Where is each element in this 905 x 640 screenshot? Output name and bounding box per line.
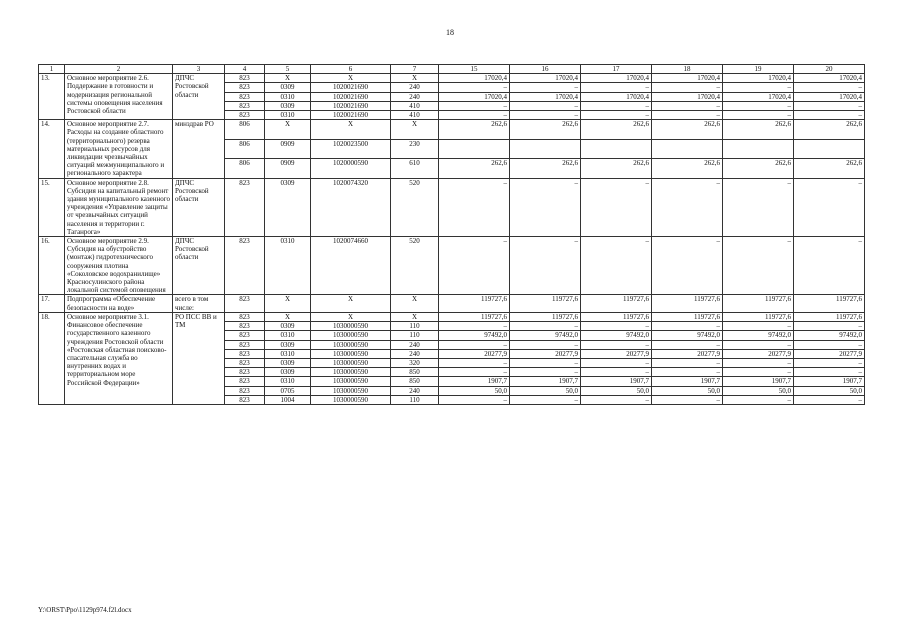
amount-cell: 262,6 — [510, 159, 581, 178]
amount-cell: – — [439, 322, 510, 331]
budget-code-cell: 1030000590 — [311, 358, 391, 367]
budget-code-cell: 823 — [225, 83, 265, 92]
budget-code-cell: 0309 — [265, 101, 311, 110]
executor: минздрав РО — [173, 120, 225, 178]
amount-cell: 119727,6 — [581, 312, 652, 321]
budget-code-cell: 1020021690 — [311, 111, 391, 120]
amount-cell: 119727,6 — [652, 312, 723, 321]
amount-cell: – — [439, 101, 510, 110]
budget-code-cell: 230 — [391, 139, 439, 158]
budget-code-cell: X — [391, 120, 439, 139]
budget-code-cell: 823 — [225, 322, 265, 331]
budget-code-cell: 110 — [391, 395, 439, 404]
amount-cell: 17020,4 — [581, 92, 652, 101]
budget-code-cell: 823 — [225, 386, 265, 395]
amount-cell: 262,6 — [439, 120, 510, 139]
budget-code-cell: 320 — [391, 358, 439, 367]
budget-code-cell: 1020074320 — [311, 178, 391, 236]
amount-cell: – — [439, 111, 510, 120]
budget-code-cell: X — [265, 312, 311, 321]
amount-cell: 119727,6 — [723, 312, 794, 321]
amount-cell: 50,0 — [439, 386, 510, 395]
amount-cell: – — [794, 111, 865, 120]
budget-code-cell: X — [265, 295, 311, 312]
amount-cell: – — [723, 83, 794, 92]
budget-code-cell: X — [311, 120, 391, 139]
budget-code-cell: 110 — [391, 322, 439, 331]
budget-code-cell: 823 — [225, 74, 265, 83]
budget-code-cell: 823 — [225, 111, 265, 120]
amount-cell: 262,6 — [581, 120, 652, 139]
amount-cell: 17020,4 — [652, 92, 723, 101]
amount-cell: 50,0 — [723, 386, 794, 395]
column-header: 7 — [391, 65, 439, 74]
amount-cell: 97492,0 — [510, 331, 581, 340]
amount-cell: – — [439, 178, 510, 236]
amount-cell: 17020,4 — [581, 74, 652, 83]
budget-code-cell: 1030000590 — [311, 386, 391, 395]
column-header: 1 — [39, 65, 65, 74]
amount-cell: 97492,0 — [794, 331, 865, 340]
amount-cell: – — [794, 101, 865, 110]
budget-code-cell: 823 — [225, 331, 265, 340]
amount-cell: – — [510, 340, 581, 349]
budget-code-cell: 240 — [391, 83, 439, 92]
budget-code-cell: 0310 — [265, 111, 311, 120]
executor: ДПЧС Ростовской области — [173, 237, 225, 295]
amount-cell: – — [581, 111, 652, 120]
budget-code-cell: 0310 — [265, 377, 311, 386]
table-row — [39, 74, 865, 83]
budget-code-cell: 0310 — [265, 331, 311, 340]
amount-cell: – — [510, 83, 581, 92]
amount-cell: – — [581, 340, 652, 349]
amount-cell: 119727,6 — [723, 295, 794, 312]
budget-code-cell: X — [265, 74, 311, 83]
amount-cell: – — [439, 395, 510, 404]
amount-cell: 262,6 — [652, 159, 723, 178]
amount-cell: – — [581, 322, 652, 331]
budget-code-cell: 823 — [225, 358, 265, 367]
budget-code-cell: 410 — [391, 101, 439, 110]
amount-cell: 119727,6 — [581, 295, 652, 312]
budget-code-cell: 0309 — [265, 83, 311, 92]
column-header: 4 — [225, 65, 265, 74]
amount-cell: – — [723, 178, 794, 236]
amount-cell: 20277,9 — [794, 349, 865, 358]
column-header: 3 — [173, 65, 225, 74]
program-name: Основное мероприятие 3.1. Финансовое обеспечение государственного казенного учреждения Ростовской области «Ростовская областная поисково-спасательная служба во внутренних водах и территориальном море Российской Федерации» — [65, 312, 173, 404]
budget-code-cell: 1020021690 — [311, 83, 391, 92]
amount-cell: – — [652, 83, 723, 92]
budget-code-cell: 823 — [225, 395, 265, 404]
program-name: Подпрограмма «Обеспечение безопасности на воде» — [65, 295, 173, 312]
column-header: 15 — [439, 65, 510, 74]
budget-code-cell: 0309 — [265, 340, 311, 349]
budget-code-cell: 850 — [391, 368, 439, 377]
amount-cell: – — [794, 368, 865, 377]
budget-code-cell: 806 — [225, 120, 265, 139]
budget-code-cell: 823 — [225, 178, 265, 236]
table-row — [39, 295, 865, 312]
amount-cell: 119727,6 — [652, 295, 723, 312]
amount-cell — [510, 139, 581, 158]
amount-cell: 119727,6 — [439, 295, 510, 312]
amount-cell: 262,6 — [723, 159, 794, 178]
row-number: 14. — [39, 120, 65, 178]
amount-cell: – — [510, 178, 581, 236]
budget-code-cell: 1030000590 — [311, 368, 391, 377]
amount-cell: – — [581, 368, 652, 377]
amount-cell: – — [794, 237, 865, 295]
amount-cell: – — [652, 101, 723, 110]
budget-code-cell: X — [391, 295, 439, 312]
amount-cell: 17020,4 — [794, 74, 865, 83]
budget-code-cell: 0310 — [265, 92, 311, 101]
budget-code-cell: 823 — [225, 295, 265, 312]
budget-code-cell: 0310 — [265, 349, 311, 358]
row-number: 16. — [39, 237, 65, 295]
amount-cell: – — [723, 368, 794, 377]
budget-code-cell: 823 — [225, 92, 265, 101]
budget-code-cell: 240 — [391, 349, 439, 358]
amount-cell: – — [581, 101, 652, 110]
budget-code-cell: X — [265, 120, 311, 139]
budget-code-cell: X — [311, 74, 391, 83]
amount-cell: – — [723, 395, 794, 404]
column-header: 17 — [581, 65, 652, 74]
budget-code-cell: 0309 — [265, 322, 311, 331]
budget-code-cell: 823 — [225, 101, 265, 110]
amount-cell: – — [581, 178, 652, 236]
amount-cell: 119727,6 — [794, 312, 865, 321]
amount-cell: – — [581, 358, 652, 367]
budget-code-cell: 823 — [225, 340, 265, 349]
budget-code-cell: 1030000590 — [311, 377, 391, 386]
amount-cell: 97492,0 — [581, 331, 652, 340]
budget-code-cell: 520 — [391, 178, 439, 236]
budget-code-cell: 1020023500 — [311, 139, 391, 158]
budget-code-cell: 1030000590 — [311, 349, 391, 358]
budget-code-cell: 1030000590 — [311, 395, 391, 404]
amount-cell: – — [581, 83, 652, 92]
amount-cell: – — [652, 111, 723, 120]
amount-cell: – — [723, 101, 794, 110]
amount-cell: – — [439, 358, 510, 367]
budget-code-cell: 806 — [225, 139, 265, 158]
table-row — [39, 312, 865, 321]
amount-cell: – — [652, 340, 723, 349]
amount-cell: 17020,4 — [439, 92, 510, 101]
amount-cell: 17020,4 — [723, 74, 794, 83]
budget-code-cell: 850 — [391, 377, 439, 386]
amount-cell: – — [794, 178, 865, 236]
budget-code-cell: 410 — [391, 111, 439, 120]
budget-code-cell: 520 — [391, 237, 439, 295]
amount-cell: 17020,4 — [723, 92, 794, 101]
program-name: Основное мероприятие 2.8. Субсидия на капитальный ремонт здания муниципального казенного учреждения «Управление защиты от чрезвычайных ситуаций населения и территории г. Таганрога» — [65, 178, 173, 236]
budget-code-cell: 1020074660 — [311, 237, 391, 295]
executor: ДПЧС Ростовской области — [173, 178, 225, 236]
amount-cell — [439, 139, 510, 158]
budget-code-cell: 1030000590 — [311, 331, 391, 340]
column-header: 18 — [652, 65, 723, 74]
amount-cell: – — [652, 368, 723, 377]
budget-code-cell: X — [311, 312, 391, 321]
amount-cell: – — [794, 358, 865, 367]
amount-cell: – — [510, 395, 581, 404]
amount-cell: 1907,7 — [652, 377, 723, 386]
executor: РО ПСС ВВ и ТМ — [173, 312, 225, 404]
amount-cell: – — [652, 358, 723, 367]
amount-cell: 262,6 — [794, 159, 865, 178]
amount-cell: 119727,6 — [510, 295, 581, 312]
amount-cell: 262,6 — [652, 120, 723, 139]
program-name: Основное мероприятие 2.7. Расходы на создание областного (территориального) резерва материальных ресурсов для ликвидации чрезвычайных ситуаций межмуниципального и регионального характера — [65, 120, 173, 178]
budget-code-cell: 0309 — [265, 368, 311, 377]
amount-cell — [581, 139, 652, 158]
amount-cell: 20277,9 — [439, 349, 510, 358]
amount-cell: 119727,6 — [510, 312, 581, 321]
amount-cell — [794, 139, 865, 158]
program-name: Основное мероприятие 2.9. Субсидия на обустройство (монтаж) гидротехнического сооружения плотина «Соколовское водохранилище» Красносулинского района локальной системой оповещения — [65, 237, 173, 295]
executor: ДПЧС Ростовской области — [173, 74, 225, 120]
amount-cell: 50,0 — [510, 386, 581, 395]
amount-cell: 97492,0 — [723, 331, 794, 340]
amount-cell: 262,6 — [723, 120, 794, 139]
amount-cell: 17020,4 — [510, 74, 581, 83]
amount-cell: – — [652, 395, 723, 404]
amount-cell: – — [510, 237, 581, 295]
budget-code-cell: 823 — [225, 377, 265, 386]
budget-code-cell: 1020000590 — [311, 159, 391, 178]
amount-cell: – — [794, 322, 865, 331]
column-header: 16 — [510, 65, 581, 74]
amount-cell: – — [581, 395, 652, 404]
amount-cell: 50,0 — [794, 386, 865, 395]
amount-cell: 1907,7 — [581, 377, 652, 386]
budget-code-cell: 0310 — [265, 237, 311, 295]
amount-cell: – — [439, 340, 510, 349]
budget-code-cell: 0705 — [265, 386, 311, 395]
amount-cell: 262,6 — [794, 120, 865, 139]
amount-cell: – — [723, 358, 794, 367]
amount-cell: 17020,4 — [794, 92, 865, 101]
budget-code-cell: 1020021690 — [311, 92, 391, 101]
amount-cell: – — [510, 368, 581, 377]
budget-table — [38, 64, 865, 405]
amount-cell: – — [652, 178, 723, 236]
amount-cell: 262,6 — [510, 120, 581, 139]
budget-code-cell: 1020021690 — [311, 101, 391, 110]
table-row — [39, 237, 865, 295]
row-number: 18. — [39, 312, 65, 404]
amount-cell: – — [510, 358, 581, 367]
amount-cell — [723, 139, 794, 158]
row-number: 13. — [39, 74, 65, 120]
amount-cell: – — [652, 237, 723, 295]
budget-code-cell: 806 — [225, 159, 265, 178]
program-name: Основное мероприятие 2.6. Поддержание в готовности и модернизация региональной системы оповещения населения Ростовской области — [65, 74, 173, 120]
amount-cell: 1907,7 — [794, 377, 865, 386]
budget-code-cell: 823 — [225, 368, 265, 377]
amount-cell: – — [510, 322, 581, 331]
amount-cell: 20277,9 — [652, 349, 723, 358]
amount-cell: 50,0 — [652, 386, 723, 395]
amount-cell: – — [723, 237, 794, 295]
budget-code-cell: X — [391, 74, 439, 83]
amount-cell: 262,6 — [581, 159, 652, 178]
amount-cell: 20277,9 — [510, 349, 581, 358]
page-number: 18 — [446, 28, 454, 37]
amount-cell: 20277,9 — [581, 349, 652, 358]
executor: всего в том числе: — [173, 295, 225, 312]
budget-code-cell: 240 — [391, 92, 439, 101]
amount-cell: 1907,7 — [723, 377, 794, 386]
amount-cell: – — [510, 101, 581, 110]
amount-cell: – — [723, 322, 794, 331]
amount-cell: 97492,0 — [439, 331, 510, 340]
row-number: 17. — [39, 295, 65, 312]
amount-cell: 119727,6 — [439, 312, 510, 321]
budget-code-cell: 0309 — [265, 178, 311, 236]
budget-code-cell: 0309 — [265, 358, 311, 367]
footer-file-path: Y:\ORST\Ppo\1129p974.f2l.docx — [38, 606, 132, 614]
budget-code-cell: 823 — [225, 237, 265, 295]
budget-code-cell: 823 — [225, 349, 265, 358]
amount-cell: 50,0 — [581, 386, 652, 395]
amount-cell: 17020,4 — [510, 92, 581, 101]
amount-cell: – — [652, 322, 723, 331]
row-number: 15. — [39, 178, 65, 236]
budget-code-cell: 823 — [225, 312, 265, 321]
amount-cell: 17020,4 — [652, 74, 723, 83]
amount-cell: 1907,7 — [510, 377, 581, 386]
amount-cell: 1907,7 — [439, 377, 510, 386]
budget-code-cell: 1030000590 — [311, 322, 391, 331]
budget-code-cell: 610 — [391, 159, 439, 178]
column-header: 19 — [723, 65, 794, 74]
amount-cell: – — [794, 340, 865, 349]
table-row — [39, 120, 865, 139]
amount-cell: 20277,9 — [723, 349, 794, 358]
amount-cell: – — [439, 368, 510, 377]
table-row — [39, 178, 865, 236]
budget-code-cell: 1004 — [265, 395, 311, 404]
amount-cell: – — [723, 340, 794, 349]
amount-cell: – — [439, 237, 510, 295]
budget-code-cell: 0909 — [265, 159, 311, 178]
column-header: 20 — [794, 65, 865, 74]
amount-cell: 262,6 — [439, 159, 510, 178]
budget-code-cell: 240 — [391, 340, 439, 349]
amount-cell: – — [723, 111, 794, 120]
amount-cell: – — [581, 237, 652, 295]
amount-cell — [652, 139, 723, 158]
column-header: 5 — [265, 65, 311, 74]
column-header: 2 — [65, 65, 173, 74]
amount-cell: – — [794, 83, 865, 92]
budget-code-cell: 1030000590 — [311, 340, 391, 349]
column-header: 6 — [311, 65, 391, 74]
budget-code-cell: 0909 — [265, 139, 311, 158]
table-header-row — [39, 65, 865, 74]
budget-code-cell: 240 — [391, 386, 439, 395]
amount-cell: – — [510, 111, 581, 120]
budget-code-cell: X — [311, 295, 391, 312]
amount-cell: 97492,0 — [652, 331, 723, 340]
amount-cell: – — [794, 395, 865, 404]
amount-cell: 119727,6 — [794, 295, 865, 312]
amount-cell: – — [439, 83, 510, 92]
amount-cell: 17020,4 — [439, 74, 510, 83]
budget-code-cell: X — [391, 312, 439, 321]
budget-code-cell: 110 — [391, 331, 439, 340]
